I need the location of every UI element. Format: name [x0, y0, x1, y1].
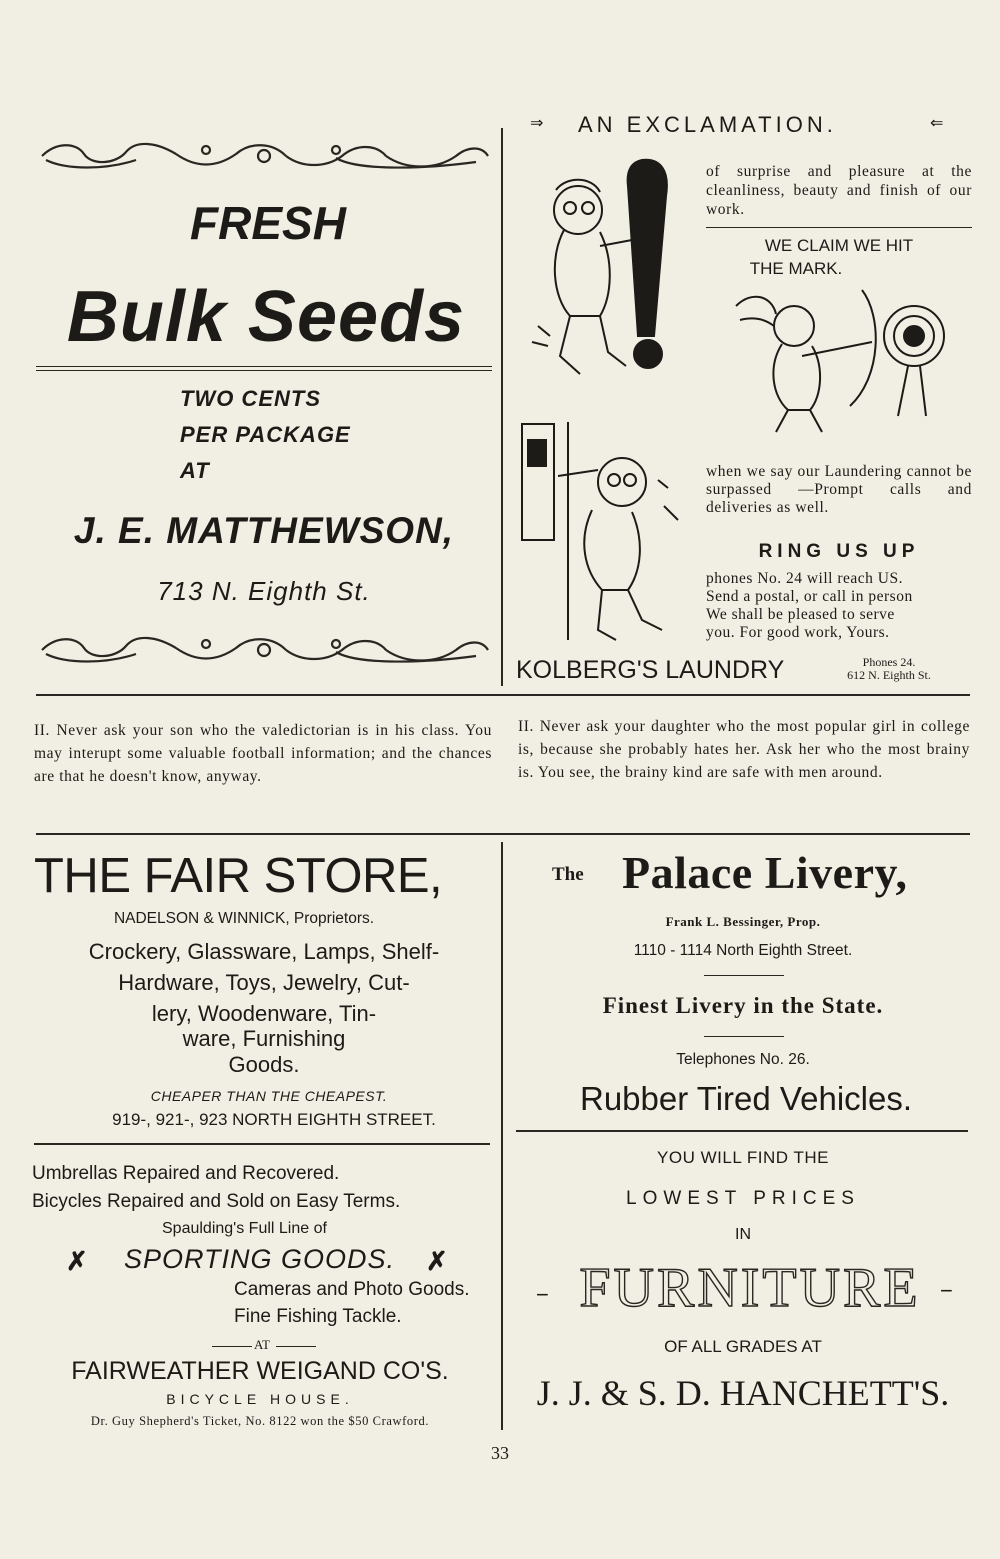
section-divider	[34, 1143, 490, 1145]
furniture-word: FURNITURE	[579, 1257, 921, 1319]
body-line: phones No. 24 will reach US.	[706, 570, 903, 587]
laundry-name: KOLBERG'S LAUNDRY	[516, 656, 785, 684]
ornament-scroll-bottom	[36, 632, 492, 672]
dash-ornament-icon: −	[940, 1278, 953, 1303]
sporting-line: Spaulding's Full Line of	[162, 1220, 327, 1237]
laundry-contact	[824, 656, 954, 682]
cupid-archer-illustration	[732, 286, 950, 442]
laundry-body: when we say our Laundering cannot be surpassed —Prompt calls and deliveries as well.	[706, 463, 972, 516]
livery-proprietor: Frank L. Bessinger, Prop.	[665, 914, 821, 929]
dash-ornament-icon: −	[536, 1282, 549, 1307]
body-line: Send a postal, or call in person	[706, 588, 913, 605]
sporting-line: Cameras and Photo Goods.	[234, 1279, 470, 1300]
ornament-scroll-top	[36, 134, 492, 174]
sporting-note: Dr. Guy Shepherd's Ticket, No. 8122 won the $50 Crawford.	[90, 1414, 430, 1428]
fair-store-goods	[34, 936, 494, 1029]
column-divider	[501, 128, 503, 686]
sporting-goods-title: SPORTING GOODS.	[124, 1244, 396, 1274]
divider	[276, 1346, 316, 1347]
goods-line: lery, Woodenware, Tin-	[151, 1001, 377, 1026]
livery-name: Palace Livery,	[622, 847, 908, 898]
claim-line: THE MARK.	[749, 259, 843, 278]
fair-store-proprietors: NADELSON & WINNICK, Proprietors.	[113, 910, 375, 927]
goods-line: Crockery, Glassware, Lamps, Shelf-	[88, 939, 440, 964]
goods-line: ware, Furnishing	[182, 1026, 346, 1051]
livery-tagline: Finest Livery in the State.	[602, 993, 884, 1018]
section-divider	[36, 833, 970, 835]
furniture-lowest-prices: LOWEST PRICES	[626, 1188, 860, 1209]
sporting-line: Bicycles Repaired and Sold on Easy Terms.	[32, 1191, 401, 1212]
fair-store-name: THE FAIR STORE,	[34, 849, 443, 903]
advice-left: II. Never ask your son who the valedictorian is in his class. You may interupt some valuable football information; and the chances are that he doesn't know, anyway.	[34, 722, 492, 785]
goods-line: Hardware, Toys, Jewelry, Cut-	[118, 970, 410, 995]
divider	[36, 370, 492, 371]
laundry-title: AN EXCLAMATION.	[578, 112, 837, 137]
fair-store-slogan: CHEAPER THAN THE CHEAPEST.	[150, 1088, 388, 1104]
divider	[36, 366, 492, 367]
telephone-boy-illustration	[518, 420, 690, 650]
claim-line: WE CLAIM WE HIT	[764, 236, 914, 255]
price-line: PER PACKAGE	[180, 422, 351, 447]
body-line: We shall be pleased to serve	[706, 606, 895, 623]
laundry-address: 612 N. Eighth St.	[847, 668, 931, 682]
merchant-name: J. E. MATTHEWSON,	[73, 510, 455, 551]
sporting-line: Umbrellas Repaired and Recovered.	[32, 1163, 340, 1184]
body-line: you. For good work, Yours.	[706, 624, 890, 641]
merchant-address: 713 N. Eighth St.	[157, 576, 371, 606]
divider	[704, 1036, 784, 1037]
price-line: TWO CENTS	[180, 386, 321, 411]
sporting-house: BICYCLE HOUSE.	[166, 1391, 354, 1407]
section-divider	[516, 1130, 968, 1132]
section-divider	[36, 694, 970, 696]
arrow-right-icon: ⇐	[930, 115, 944, 132]
livery-vehicles: Rubber Tired Vehicles.	[579, 1080, 912, 1117]
livery-the: The	[552, 864, 584, 885]
sporting-at: AT	[254, 1337, 270, 1352]
divider	[706, 227, 972, 228]
divider	[704, 975, 784, 976]
headline-bulk-seeds: Bulk Seeds	[66, 277, 466, 357]
sporting-line: Fine Fishing Tackle.	[234, 1306, 402, 1327]
sporting-company: FAIRWEATHER WEIGAND CO'S.	[71, 1357, 449, 1385]
furniture-line: IN	[735, 1226, 751, 1243]
cross-swords-icon: ✗	[66, 1246, 88, 1276]
laundry-intro: of surprise and pleasure at the cleanliness, beauty and finish of our work.	[706, 163, 972, 218]
page-number: 33	[491, 1443, 509, 1463]
column-divider	[501, 842, 503, 1430]
cross-swords-icon: ✗	[426, 1246, 448, 1276]
laundry-body2	[706, 570, 972, 642]
furniture-line: YOU WILL FIND THE	[657, 1148, 829, 1167]
fair-store-goods-2	[34, 1026, 494, 1078]
advice-right: II. Never ask your daughter who the most popular girl in college is, because she probably hates her. Ask her who the most brainy is. You see, the brainy kind are safe with men around.	[518, 718, 970, 781]
livery-address: 1110 - 1114 North Eighth Street.	[633, 942, 853, 959]
arrow-left-icon: ⇒	[530, 115, 544, 132]
laundry-phones: Phones 24.	[862, 655, 916, 669]
headline-fresh: FRESH	[190, 197, 346, 249]
goods-line: Goods.	[228, 1052, 300, 1077]
exclamation-boy-illustration	[530, 156, 698, 400]
furniture-line: OF ALL GRADES AT	[664, 1337, 822, 1356]
fair-store-address: 919-, 921-, 923 NORTH EIGHTH STREET.	[112, 1110, 436, 1129]
ring-us-up: RING US UP	[758, 541, 920, 562]
divider	[212, 1346, 252, 1347]
price-line: AT	[180, 458, 210, 483]
furniture-merchant: J. J. & S. D. HANCHETT'S.	[536, 1373, 950, 1413]
livery-phone: Telephones No. 26.	[676, 1051, 810, 1068]
